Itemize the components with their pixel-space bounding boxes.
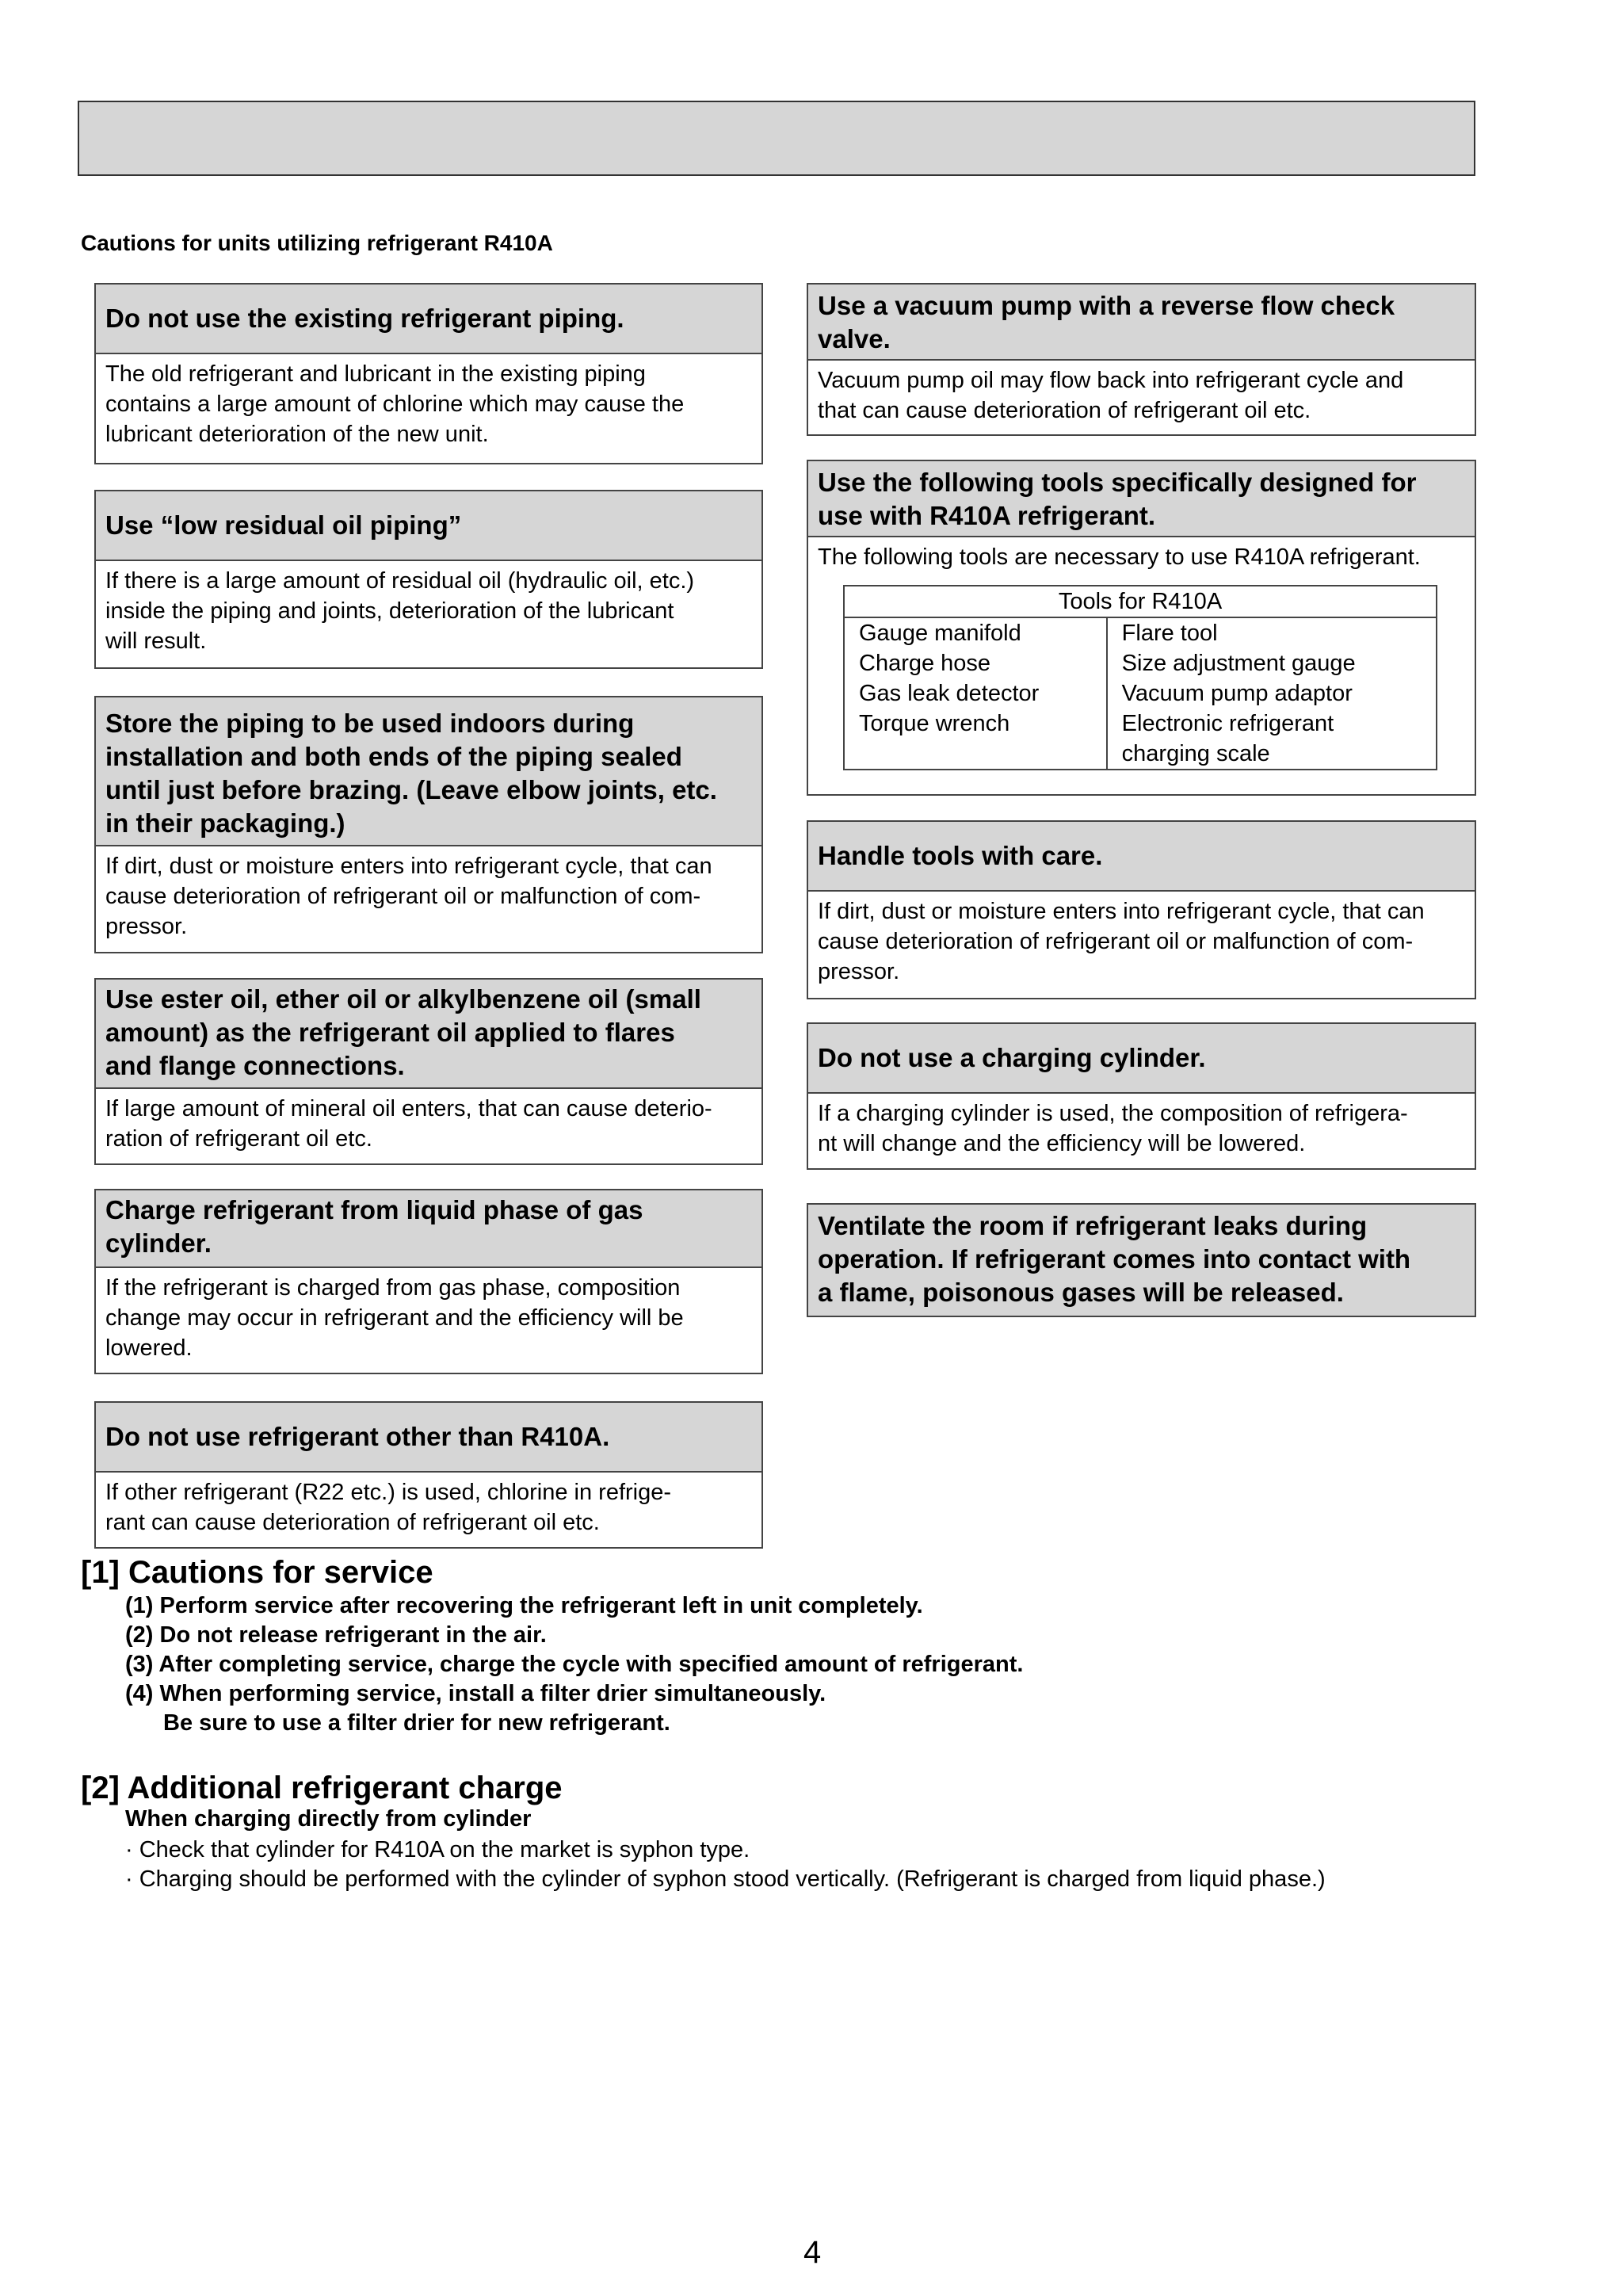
caution-body: If a charging cylinder is used, the composition of refrigera- nt will change and the efficiency will be lowered. [818,1101,1408,1156]
list-item: Be sure to use a filter drier for new refrigerant. [163,1710,670,1736]
charge-instructions-list [125,1836,1326,1894]
caution-body: If there is a large amount of residual oil (hydraulic oil, etc.) inside the piping and joints, deterioration of the lubricant will result. [105,568,695,654]
caution-title: Use “low residual oil piping” [96,491,761,561]
caution-title: Use the following tools specifically designed for use with R410A refrigerant. [808,461,1475,537]
tools-cell: Charge hose [844,648,1107,678]
caution-title: Use a vacuum pump with a reverse flow check valve. [808,285,1475,361]
caution-title: Do not use the existing refrigerant piping. [96,285,761,354]
caution-title: Handle tools with care. [808,822,1475,892]
caution-body: If other refrigerant (R22 etc.) is used, chlorine in refrige- rant can cause deterioration of refrigerant oil etc. [105,1480,672,1535]
caution-box-ester-oil [94,978,763,1165]
caution-title: Store the piping to be used indoors during installation and both ends of the piping sealed until just before brazing. (Leave elbow joints, etc. in their packaging.) [96,697,761,846]
tools-table-header: Tools for R410A [844,586,1437,617]
list-item: (1) Perform service after recovering the refrigerant left in unit completely. [125,1593,923,1618]
section-title-cautions-for-service: [1] Cautions for service [81,1555,433,1590]
list-item: (4) When performing service, install a filter drier simultaneously. [125,1681,826,1706]
list-item: · Charging should be performed with the cylinder of syphon stood vertically. (Refrigerant is charged from liquid phase.) [125,1866,1326,1892]
tools-table [843,585,1437,770]
caution-box-charging-cylinder [807,1022,1476,1170]
caution-box-low-residual-oil [94,490,763,669]
list-item: (2) Do not release refrigerant in the air. [125,1622,547,1648]
caution-box-ventilate [807,1203,1476,1317]
caution-body: If the refrigerant is charged from gas phase, composition change may occur in refrigerant and the efficiency will be lowered. [105,1275,684,1361]
caution-body: If dirt, dust or moisture enters into refrigerant cycle, that can cause deterioration of refrigerant oil or malfunction of com- pressor. [818,899,1425,984]
caution-title: Use ester oil, ether oil or alkylbenzene oil (small amount) as the refrigerant oil applied to flares and flange connections. [96,980,761,1089]
section-title-additional-charge: [2] Additional refrigerant charge [81,1771,563,1805]
caution-body: The old refrigerant and lubricant in the existing piping contains a large amount of chlorine which may cause the lubricant deterioration of the new unit. [105,361,685,447]
caution-box-existing-piping [94,283,763,464]
page-number: 4 [803,2235,822,2270]
caution-title: Ventilate the room if refrigerant leaks during operation. If refrigerant comes into contact with a flame, poisonous gases will be released. [808,1205,1475,1316]
caution-body: The following tools are necessary to use R410A refrigerant. [818,544,1421,570]
caution-title: Do not use refrigerant other than R410A. [96,1403,761,1473]
tools-cell: Electronic refrigerant [1107,709,1437,739]
caution-box-other-refrigerant [94,1401,763,1549]
tools-cell: Vacuum pump adaptor [1107,678,1437,709]
caution-body: If dirt, dust or moisture enters into refrigerant cycle, that can cause deterioration of refrigerant oil or malfunction of com- pressor. [105,854,712,939]
service-cautions-list [125,1591,1023,1738]
caution-title: Do not use a charging cylinder. [808,1024,1475,1094]
caution-body: Vacuum pump oil may flow back into refrigerant cycle and that can cause deterioration of refrigerant oil etc. [818,368,1404,423]
tools-cell: Gauge manifold [844,617,1107,648]
page-header-bar [78,101,1475,176]
tools-cell: Gas leak detector [844,678,1107,709]
caution-body: If large amount of mineral oil enters, that can cause deterio- ration of refrigerant oil etc. [105,1096,712,1152]
caution-title: Charge refrigerant from liquid phase of gas cylinder. [96,1190,761,1268]
charge-subtitle: When charging directly from cylinder [125,1806,532,1832]
caution-box-charge-liquid-phase [94,1189,763,1374]
list-item: · Check that cylinder for R410A on the market is syphon type. [125,1837,750,1862]
caution-box-handle-tools [807,820,1476,999]
tools-cell: Flare tool [1107,617,1437,648]
tools-cell: charging scale [1107,739,1437,770]
caution-box-vacuum-pump [807,283,1476,436]
tools-cell: Size adjustment gauge [1107,648,1437,678]
caution-box-store-piping [94,696,763,953]
tools-cell [844,739,1107,770]
intro-heading: Cautions for units utilizing refrigerant R410A [81,231,553,255]
list-item: (3) After completing service, charge the cycle with specified amount of refrigerant. [125,1652,1024,1677]
tools-cell: Torque wrench [844,709,1107,739]
